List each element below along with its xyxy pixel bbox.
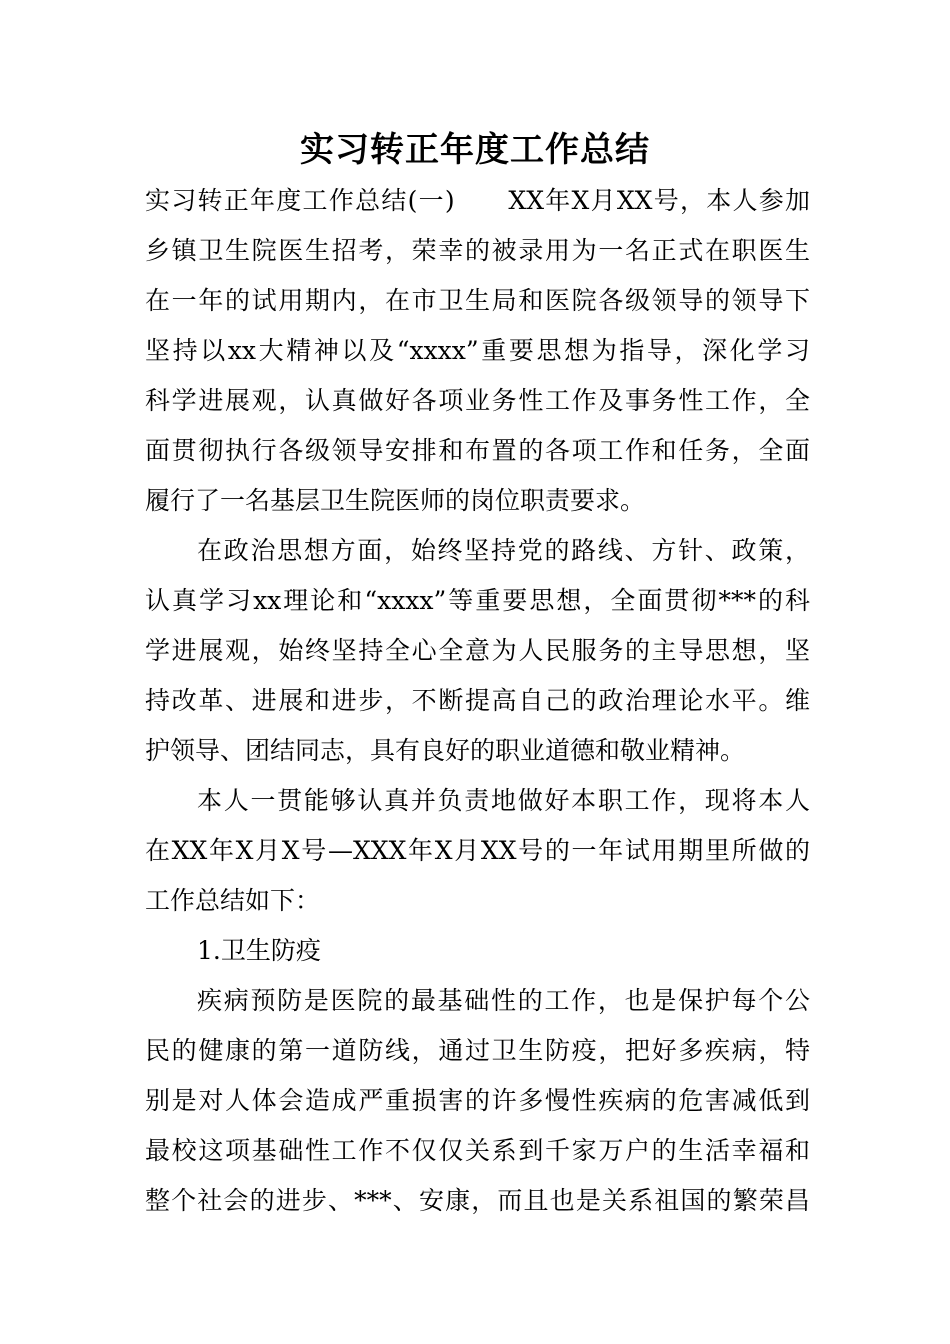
text-line: 认真学习xx理论和“xxxx”等重要思想，全面贯彻***的科 — [145, 586, 810, 615]
text-line: 实习转正年度工作总结(一) XX年X月XX号，本人参加 — [145, 186, 810, 215]
text-line: 坚持以xx大精神以及“xxxx”重要思想为指导，深化学习 — [145, 336, 810, 365]
document-title: 实习转正年度工作总结 — [300, 130, 650, 170]
text-line: 在XX年X月X号—XXX年X月XX号的一年试用期里所做的 — [145, 836, 810, 865]
text-line: 乡镇卫生院医生招考，荣幸的被录用为一名正式在职医生 — [145, 236, 810, 265]
paragraph-first-line: 在政治思想方面，始终坚持党的路线、方针、政策， — [197, 536, 810, 565]
text-line: 面贯彻执行各级领导安排和布置的各项工作和任务，全面 — [145, 436, 810, 465]
text-line: 工作总结如下： — [145, 886, 321, 915]
text-line: 在一年的试用期内，在市卫生局和医院各级领导的领导下 — [145, 286, 810, 315]
document-body — [145, 176, 810, 1226]
text-line: 护领导、团结同志，具有良好的职业道德和敬业精神。 — [145, 736, 746, 765]
text-line: 最校这项基础性工作不仅仅关系到千家万户的生活幸福和 — [145, 1136, 810, 1165]
text-line: 民的健康的第一道防线，通过卫生防疫，把好多疾病，特 — [145, 1036, 810, 1065]
text-line: 别是对人体会造成严重损害的许多慢性疾病的危害减低到 — [145, 1086, 810, 1115]
text-line: 整个社会的进步、***、安康，而且也是关系祖国的繁荣昌 — [145, 1186, 810, 1215]
section-heading: 1.卫生防疫 — [197, 936, 321, 965]
text-line: 履行了一名基层卫生院医师的岗位职责要求。 — [145, 486, 646, 515]
text-line: 科学进展观，认真做好各项业务性工作及事务性工作，全 — [145, 386, 810, 415]
paragraph-first-line: 疾病预防是医院的最基础性的工作，也是保护每个公 — [197, 986, 810, 1015]
paragraph-first-line: 本人一贯能够认真并负责地做好本职工作，现将本人 — [197, 786, 810, 815]
text-line: 学进展观，始终坚持全心全意为人民服务的主导思想，坚 — [145, 636, 810, 665]
text-line: 持改革、进展和进步，不断提高自己的政治理论水平。维 — [145, 686, 810, 715]
